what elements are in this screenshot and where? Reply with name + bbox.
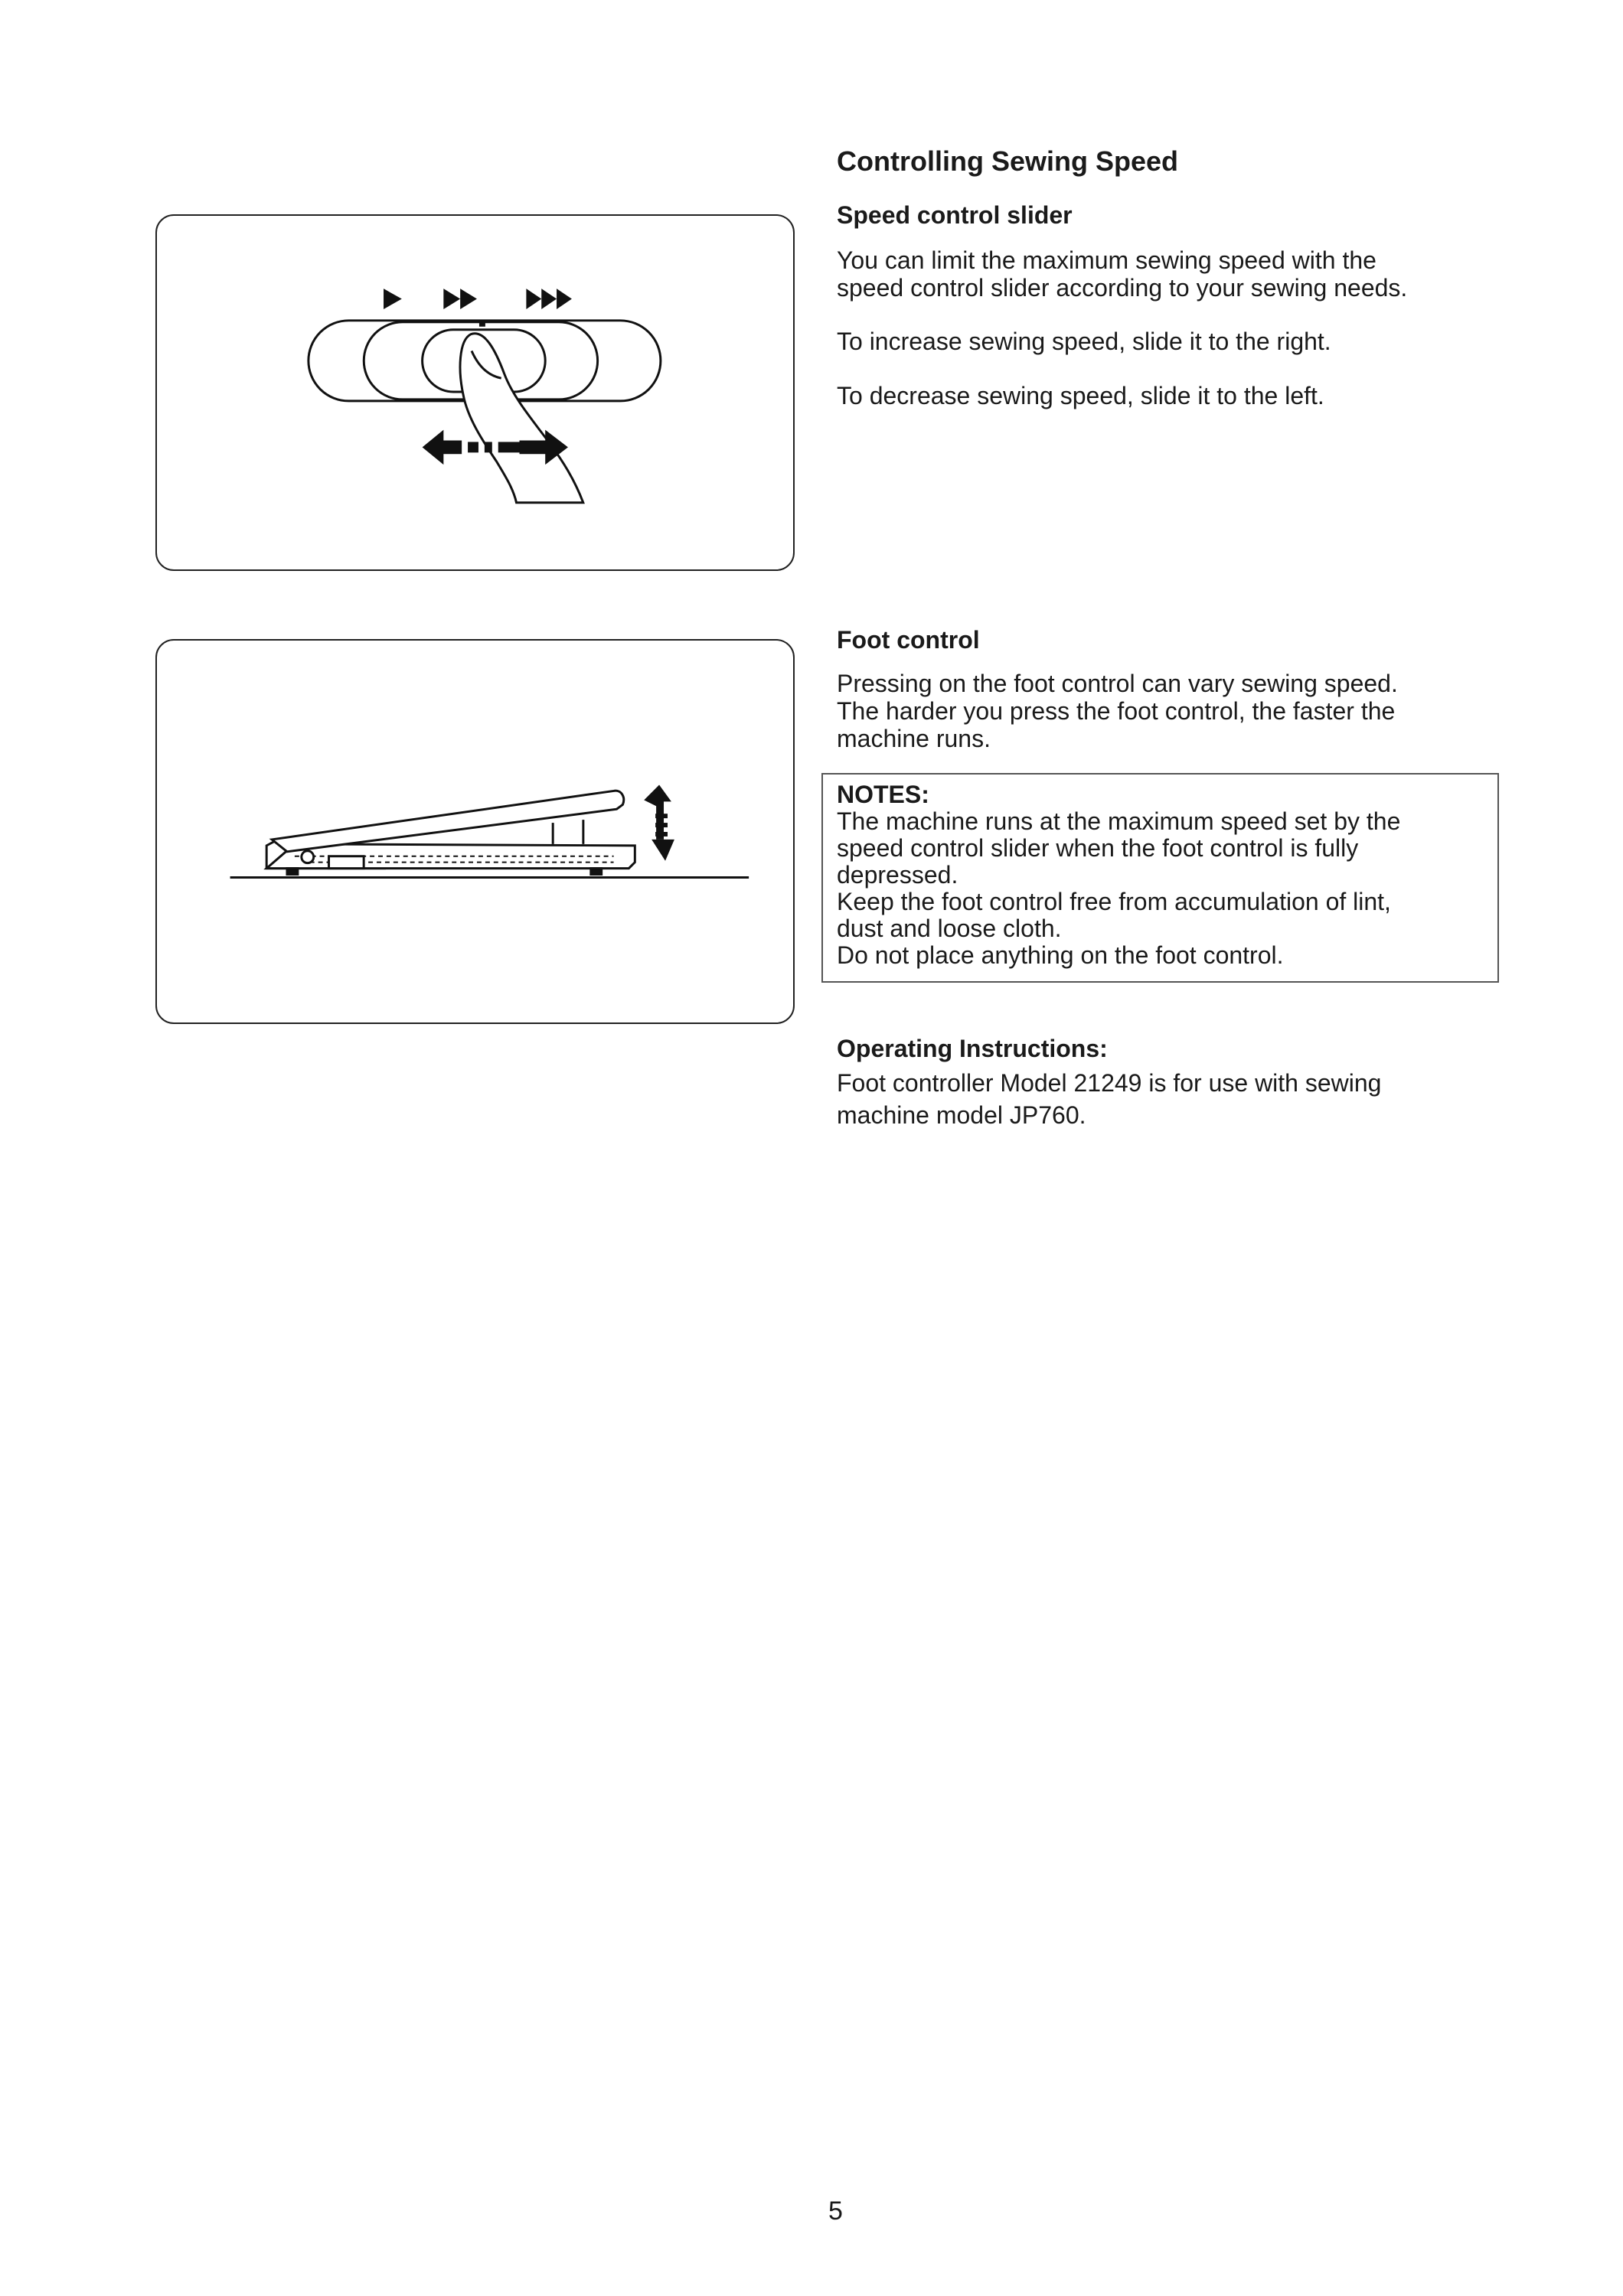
play-fast-icon: [526, 289, 571, 309]
operating-line-2: machine model JP760.: [837, 1101, 1086, 1129]
notes-title: NOTES:: [837, 781, 929, 808]
press-arrow-icon: [644, 784, 674, 860]
play-slow-icon: [384, 289, 402, 309]
notes-line: Do not place anything on the foot control.: [837, 941, 1284, 969]
foot-control-line-1: Pressing on the foot control can vary sewing speed.: [837, 670, 1398, 697]
page-title: Controlling Sewing Speed: [837, 145, 1179, 177]
operating-line-1: Foot controller Model 21249 is for use with sewing: [837, 1069, 1382, 1097]
speed-slider-line-2: speed control slider according to your sewing needs.: [837, 274, 1408, 302]
play-medium-icon: [443, 289, 477, 309]
speed-slider-heading: Speed control slider: [837, 201, 1073, 229]
operating-heading: Operating Instructions:: [837, 1035, 1108, 1062]
foot-control-heading: Foot control: [837, 626, 980, 654]
notes-line: dust and loose cloth.: [837, 915, 1062, 942]
foot-control-line-3: machine runs.: [837, 725, 991, 752]
notes-line: speed control slider when the foot control is fully: [837, 834, 1359, 862]
notes-line: Keep the foot control free from accumulation of lint,: [837, 888, 1391, 915]
foot-control-illustration: [155, 639, 795, 1024]
speed-slider-paragraph: [837, 246, 1526, 302]
page-number: 5: [828, 2197, 843, 2226]
increase-speed-text: To increase sewing speed, slide it to the right.: [837, 328, 1331, 355]
speed-slider-line-1: You can limit the maximum sewing speed with the: [837, 246, 1376, 274]
operating-paragraph: [837, 1067, 1526, 1131]
foot-control-paragraph: [837, 670, 1526, 752]
foot-pedal: [266, 791, 635, 874]
notes-line: depressed.: [837, 861, 958, 889]
notes-line: The machine runs at the maximum speed set by the: [837, 807, 1401, 835]
decrease-speed-text: To decrease sewing speed, slide it to the left.: [837, 382, 1324, 409]
foot-control-line-2: The harder you press the foot control, the faster the: [837, 697, 1396, 725]
speed-slider-illustration: [155, 214, 795, 571]
notes-box: [821, 773, 1499, 983]
